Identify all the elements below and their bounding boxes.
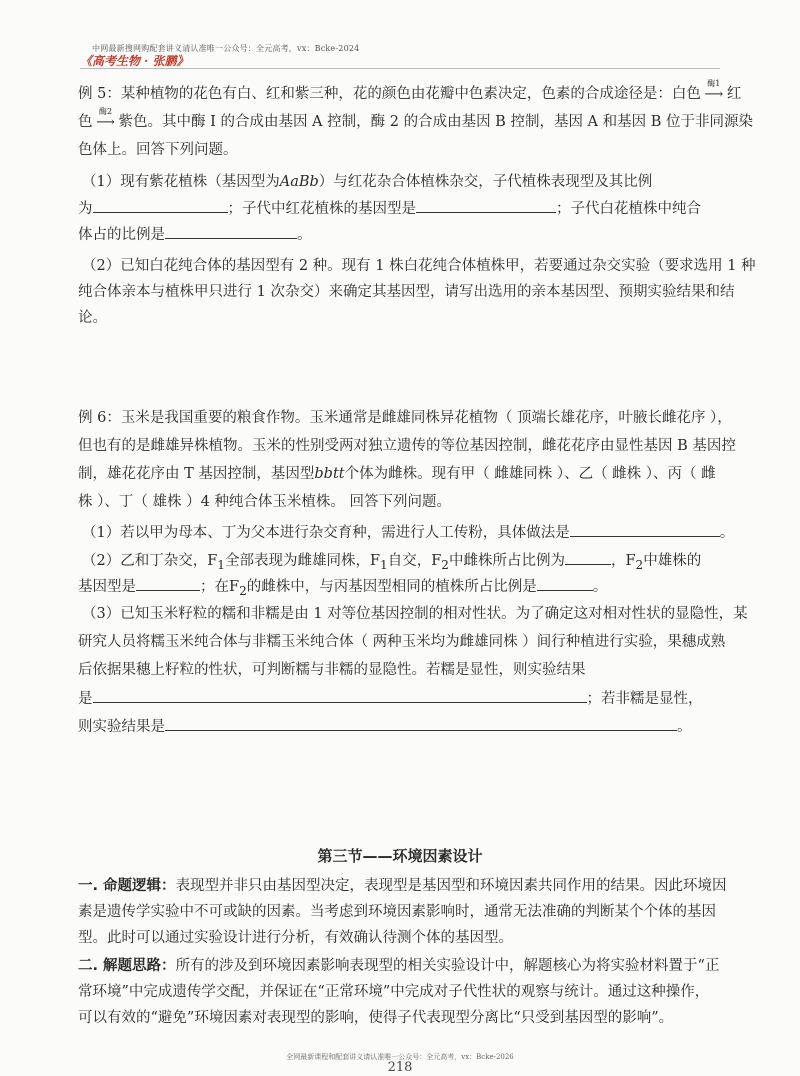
s3-p1-line2: 素是遗传学实验中不可或缺的因素。当考虑到环境因素影响时，通常无法准确的判断某个个体的基因: [78, 904, 716, 920]
ex6-q1: [82, 522, 734, 543]
enzyme1-arrow: 酶1 ⟶: [701, 84, 727, 105]
ex5-text: 色: [78, 114, 93, 130]
ex5-line3: 色体上。回答下列问题。: [78, 142, 238, 158]
enzyme2-arrow: 酶2 ⟶: [93, 112, 119, 133]
q1-text: 为: [78, 201, 93, 217]
q1-text: （1）现有紫花植株（基因型为: [82, 174, 280, 190]
answer-blank[interactable]: [136, 576, 200, 591]
p1-label: 一. 命题逻辑：: [78, 878, 176, 894]
answer-blank[interactable]: [565, 550, 611, 565]
ex6-line3: [78, 464, 716, 484]
f1-letter: F: [369, 553, 381, 569]
q3-text: ；若非糯是显性，: [586, 691, 703, 707]
ex6-line1: 例 6：玉米是我国重要的粮食作物。玉米通常是雌雄同株异花植物（ 顶端长雄花序，叶腋长雌花序 ），: [78, 410, 732, 426]
s3-p1-line1: [78, 876, 727, 896]
header-rule: [80, 68, 720, 69]
ex6-text: 制，雄花花序由 T 基因控制，基因型: [78, 466, 315, 482]
ex6-q3-line3: 后依据果穗上籽粒的性状，可判断糯与非糯的显隐性。若糯是显性，则实验结果: [78, 662, 586, 678]
p1-text: 表现型并非只由基因型决定，表现型是基因型和环境因素共同作用的结果。因此环境因: [175, 878, 727, 894]
ex6-q3-line1: （3）已知玉米籽粒的糯和非糯是由 1 对等位基因控制的相对性状。为了确定这对相对性状的显隐性，某: [82, 606, 748, 622]
f1-sub: 1: [380, 557, 388, 572]
s3-p2-line1: [78, 956, 719, 976]
ex5-q2-line1: （2）已知白花纯合体的基因型有 2 种。现有 1 株白花纯合体植株甲，若要通过杂交实验（要求选用 1 种: [82, 258, 756, 274]
q2-text: 中雄株的: [643, 553, 702, 569]
q2-text: 的雌株中，与丙基因型相同的植株所占比例是: [246, 579, 537, 595]
ex6-text: 个体为雌株。现有甲（ 雌雄同株 ）、乙（ 雌株 ）、丙（ 雌: [344, 466, 716, 482]
ex5-q1-line2: [78, 198, 701, 219]
q1-text: 。: [297, 227, 312, 243]
q1-text: ；子代白花植株中纯合: [556, 201, 701, 217]
f2-symbol: [229, 579, 247, 598]
f2-letter: F: [229, 579, 240, 595]
q2-text: 。: [592, 579, 608, 595]
ex6-q3-line5: [78, 716, 692, 737]
answer-blank[interactable]: [165, 224, 297, 239]
header-note: 中网最新搜网购配套讲义请认准唯一公众号：全元高考，vx：Bcke-2024: [92, 44, 360, 53]
q3-text: 则实验结果是: [78, 719, 165, 735]
ex6-q3-line2: 研究人员将糯玉米纯合体与非糯玉米纯合体（ 两种玉米均为雌雄同株 ）间行种植进行实验，果穗成熟: [78, 634, 726, 650]
enzyme1-label: 酶1: [707, 79, 721, 88]
q1-text: （1）若以甲为母本、丁为父本进行杂交育种，需进行人工传粉，具体做法是: [82, 525, 570, 541]
f2-letter: F: [625, 553, 636, 569]
genotype: AaBb: [279, 174, 319, 190]
ex5-line1: [78, 79, 742, 105]
answer-blank[interactable]: [416, 198, 556, 213]
f2-sub: 2: [239, 583, 247, 598]
p2-label: 二. 解题思路：: [78, 958, 176, 974]
answer-blank[interactable]: [165, 716, 677, 731]
s3-p2-line3: 可以有效的“避免”环境因素对表现型的影响，使得子代表现型分离比“只受到基因型的影响”。: [78, 1010, 674, 1026]
q2-text: （2）乙和丁杂交，: [82, 553, 208, 569]
f2-sub: 2: [441, 557, 449, 572]
ex5-line2: [78, 107, 754, 133]
ex5-q2-line3: 论。: [78, 310, 107, 326]
ex6-q3-line4: [78, 688, 703, 709]
q1-text: ；子代中红花植株的基因型是: [227, 201, 416, 217]
f2-sub: 2: [635, 557, 644, 572]
ex5-q1-line3: [78, 224, 312, 245]
q2-text: 自交，: [387, 553, 432, 569]
s3-p2-line2: 常环境”中完成遗传学交配，并保证在“正常环境”中完成对子代性状的观察与统计。通过这种操作，: [78, 984, 710, 1000]
genotype: bbtt: [314, 466, 345, 482]
q3-text: 。: [677, 719, 692, 735]
ex5-q1-line1: [82, 172, 652, 192]
brand-label: 《高考生物 · 张鹏》: [80, 54, 189, 68]
f2-symbol: [431, 553, 449, 572]
answer-blank[interactable]: [93, 198, 228, 213]
q1-text: 。: [719, 525, 735, 541]
f2-letter: F: [431, 553, 442, 569]
ex6-line2: 但也有的是雌雄异株植物。玉米的性别受两对独立遗传的等位基因控制，雌花花序由显性基因 B 基因控: [78, 438, 736, 454]
f1-sub: 1: [217, 557, 225, 572]
f1-symbol: [369, 553, 388, 572]
q1-text: 体占的比例是: [78, 227, 165, 243]
s3-p1-line3: 型。此时可以通过实验设计进行分析，有效确认待测个体的基因型。: [78, 930, 513, 946]
ex5-text: 红: [726, 86, 742, 102]
p2-text: 所有的涉及到环境因素影响表现型的相关实验设计中，解题核心为将实验材料置于“正: [175, 958, 720, 974]
page-number: 218: [387, 1060, 413, 1075]
q2-text: ；在: [200, 579, 229, 595]
q2-text: 基因型是: [78, 579, 136, 595]
ex5-q2-line2: 纯合体亲本与植株甲只进行 1 次杂交）来确定其基因型，请写出选用的亲本基因型、预期实验结果和结: [78, 284, 735, 300]
q1-text: ）与红花杂合体植株杂交，子代植株表现型及其比例: [318, 174, 653, 190]
q2-text: ，: [610, 553, 626, 569]
f1-letter: F: [207, 553, 218, 569]
ex6-q2-line2: [78, 576, 607, 601]
ex5-text: 紫色。其中酶 I 的合成由基因 A 控制，酶 2 的合成由基因 B 控制，基因 A 和基因 B 位于非同源染: [118, 114, 754, 130]
ex6-line4: 株 ）、丁（ 雄株 ）4 种纯合体玉米植株。 回答下列问题。: [78, 494, 452, 510]
section-title: 第三节——环境因素设计: [317, 847, 483, 865]
f1-symbol: [207, 553, 225, 572]
ex6-q2-line1: [82, 550, 701, 575]
q3-text: 是: [78, 691, 93, 707]
q2-text: 全部表现为雌雄同株，: [224, 553, 370, 569]
answer-blank[interactable]: [570, 522, 720, 537]
enzyme2-label: 酶2: [98, 107, 113, 116]
f2-symbol: [625, 553, 644, 572]
ex5-text: 例 5：某种植物的花色有白、红和紫三种，花的颜色由花瓣中色素决定，色素的合成途径是：白色: [78, 86, 701, 102]
answer-blank[interactable]: [537, 576, 593, 591]
footer-note: 全网最新课程和配套讲义请认准唯一公众号：全元高考，vx：Bcke-2026: [286, 1053, 514, 1061]
answer-blank[interactable]: [93, 688, 587, 703]
q2-text: 中雌株所占比例为: [448, 553, 565, 569]
